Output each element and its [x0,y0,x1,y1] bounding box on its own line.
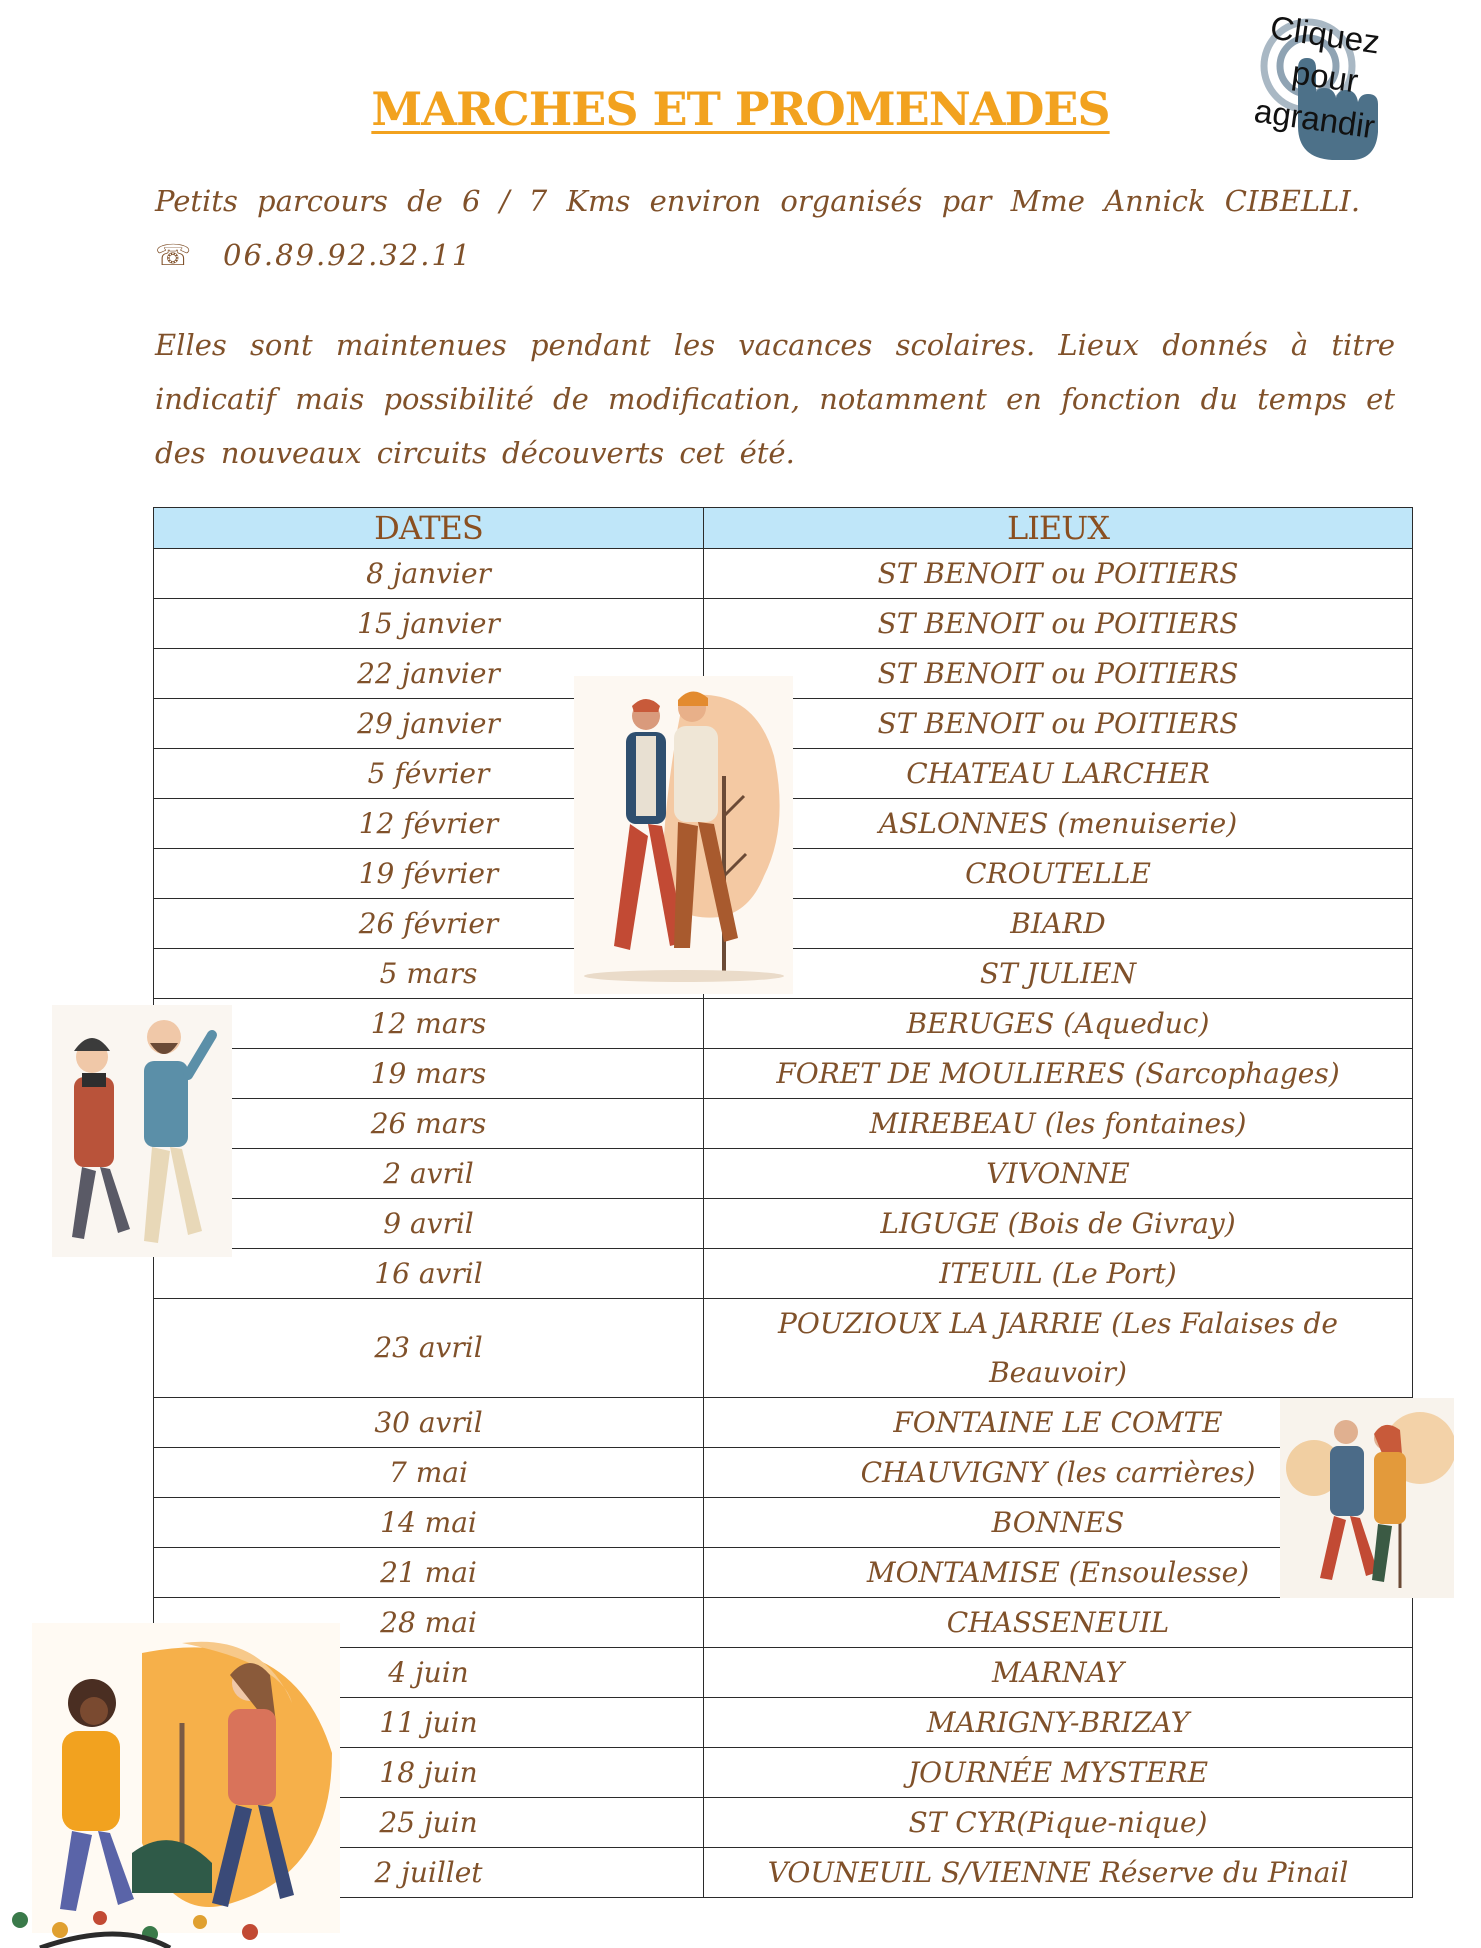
place-cell: ST BENOIT ou POITIERS [704,599,1413,649]
table-row [154,1648,1413,1698]
zoom-word-3: agrandir [1252,91,1378,146]
table-header-row [154,508,1413,549]
table-row [154,1548,1413,1598]
date-cell: 9 avril [154,1199,704,1249]
date-cell: 5 mars [154,949,704,999]
table-row [154,1848,1413,1898]
place-cell: JOURNÉE MYSTERE [704,1748,1413,1798]
table-row [154,1798,1413,1848]
table-row [154,1199,1413,1249]
phone-line [155,228,1395,282]
date-cell: 19 février [154,849,704,899]
place-cell: CHATEAU LARCHER [704,749,1413,799]
place-cell: MARNAY [704,1648,1413,1698]
header-places: LIEUX [704,508,1413,549]
table-row [154,1698,1413,1748]
date-cell: 12 mars [154,999,704,1049]
table-row [154,1249,1413,1299]
date-cell: 22 janvier [154,649,704,699]
phone-number: 06.89.92.32.11 [223,238,473,272]
place-cell: FORET DE MOULIERES (Sarcophages) [704,1049,1413,1099]
winter-couple-illustration [52,1005,232,1257]
corner-tree-illustration [0,1900,330,1948]
place-cell: CHAUVIGNY (les carrières) [704,1448,1413,1498]
note-paragraph: Elles sont maintenues pendant les vacances scolaires. Lieux donnés à titre indicatif mais possibilité de modification, notamment en fonction du temps et des nouveaux circuits découverts cet été. [155,328,1395,470]
date-cell: 5 février [154,749,704,799]
walking-couple-illustration [574,676,793,994]
table-row [154,1398,1413,1448]
zoom-word-1: Cliquez [1268,8,1383,61]
date-cell: 28 mai [154,1598,704,1648]
date-cell: 14 mai [154,1498,704,1548]
place-cell: ST CYR(Pique-nique) [704,1798,1413,1848]
place-cell: MIREBEAU (les fontaines) [704,1099,1413,1149]
place-cell: ST JULIEN [704,949,1413,999]
place-cell: ST BENOIT ou POITIERS [704,649,1413,699]
place-cell: ASLONNES (menuiserie) [704,799,1413,849]
date-cell: 16 avril [154,1249,704,1299]
place-cell: ITEUIL (Le Port) [704,1249,1413,1299]
date-cell: 11 juin [154,1698,704,1748]
date-cell: 2 avril [154,1149,704,1199]
zoom-word-2: pour [1289,53,1361,100]
place-cell: CHASSENEUIL [704,1598,1413,1648]
date-cell: 26 février [154,899,704,949]
table-row [154,599,1413,649]
date-cell: 23 avril [154,1299,704,1398]
table-row [154,1498,1413,1548]
place-cell: ST BENOIT ou POITIERS [704,549,1413,599]
place-cell: VOUNEUIL S/VIENNE Réserve du Pinail [704,1848,1413,1898]
place-cell: ST BENOIT ou POITIERS [704,699,1413,749]
table-row [154,999,1413,1049]
date-cell: 26 mars [154,1099,704,1149]
place-cell: BERUGES (Aqueduc) [704,999,1413,1049]
date-cell: 15 janvier [154,599,704,649]
header-dates: DATES [154,508,704,549]
table-row [154,1049,1413,1099]
date-cell: 2 juillet [154,1848,704,1898]
intro-line: Petits parcours de 6 / 7 Kms environ organisés par Mme Annick CIBELLI. [155,184,1361,218]
place-cell: CROUTELLE [704,849,1413,899]
date-cell: 29 janvier [154,699,704,749]
table-row [154,1748,1413,1798]
table-row [154,1299,1413,1398]
place-cell: MONTAMISE (Ensoulesse) [704,1548,1413,1598]
place-cell: BONNES [704,1498,1413,1548]
table-row [154,1099,1413,1149]
date-cell: 19 mars [154,1049,704,1099]
page-title: MARCHES ET PROMENADES [371,82,1110,136]
date-cell: 21 mai [154,1548,704,1598]
table-row [154,549,1413,599]
date-cell: 18 juin [154,1748,704,1798]
autumn-pair-illustration [1280,1398,1454,1598]
table-row [154,1598,1413,1648]
date-cell: 25 juin [154,1798,704,1848]
place-cell: LIGUGE (Bois de Givray) [704,1199,1413,1249]
place-cell: MARIGNY-BRIZAY [704,1698,1413,1748]
phone-icon: ☏ [155,238,192,272]
table-row [154,1149,1413,1199]
place-cell: FONTAINE LE COMTE [704,1398,1413,1448]
date-cell: 30 avril [154,1398,704,1448]
place-cell: BIARD [704,899,1413,949]
place-cell: VIVONNE [704,1149,1413,1199]
table-row [154,1448,1413,1498]
women-walking-illustration [32,1623,340,1933]
date-cell: 7 mai [154,1448,704,1498]
date-cell: 4 juin [154,1648,704,1698]
place-cell: POUZIOUX LA JARRIE (Les Falaises de Beauvoir) [704,1299,1413,1398]
date-cell: 12 février [154,799,704,849]
date-cell: 8 janvier [154,549,704,599]
